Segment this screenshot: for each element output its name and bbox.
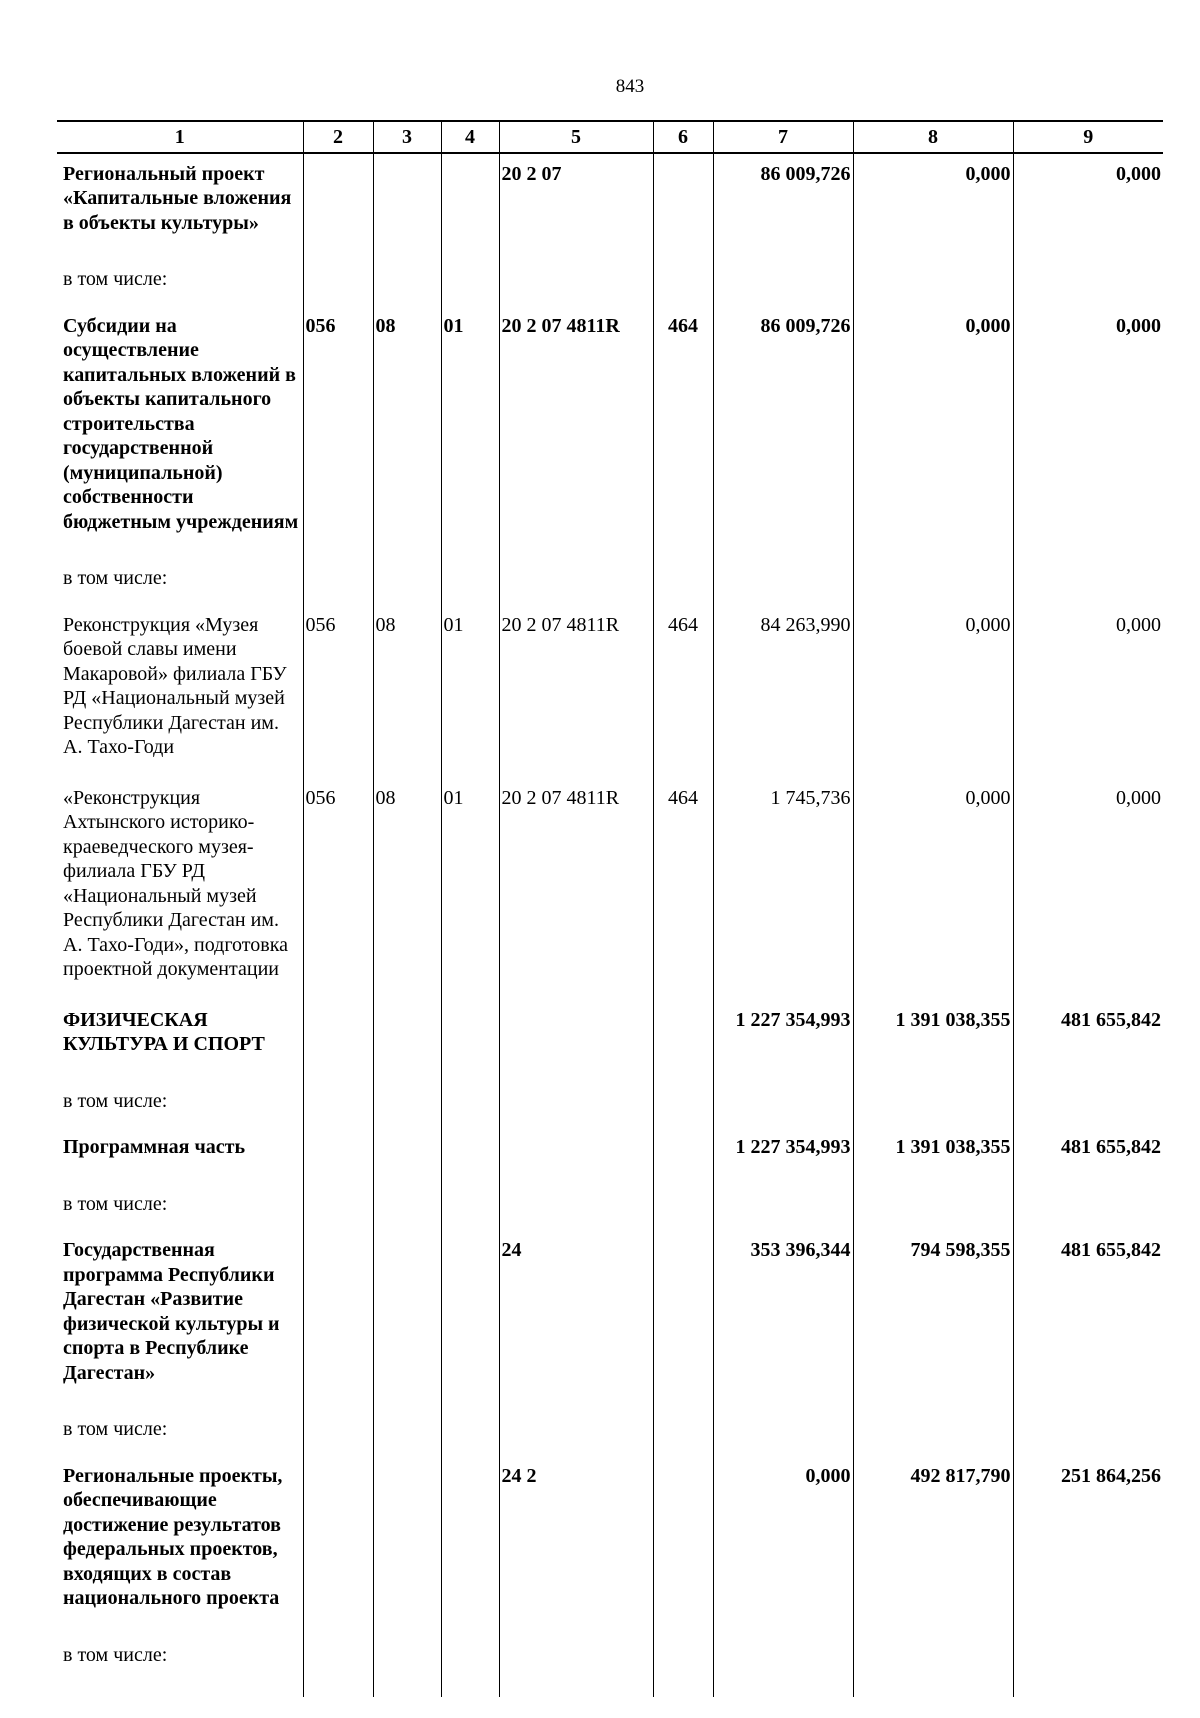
cell-col-9 — [1013, 1178, 1163, 1231]
cell-col-6 — [653, 1127, 713, 1178]
table-row — [57, 1000, 1163, 1075]
column-header-9: 9 — [1013, 121, 1163, 153]
cell-col-9: 481 655,842 — [1013, 1230, 1163, 1403]
cell-col-1: Региональный проект «Капитальные вложения в объекты культуры» — [63, 162, 292, 234]
cell-col-8: 492 817,790 — [853, 1456, 1013, 1629]
cell-col-2 — [303, 1178, 373, 1231]
cell-col-3: 08 — [373, 778, 441, 1000]
cell-col-6 — [653, 1456, 713, 1629]
page-number: 843 — [615, 76, 645, 97]
column-header-1: 1 — [57, 121, 303, 153]
cell-col-1: в том числе: — [63, 1089, 168, 1112]
cell-col-1: Субсидии на осуществление капитальных вложений в объекты капитального строительства государственной (муниципальной) собственности бюджетным учреждениям — [63, 314, 299, 533]
cell-col-7: 0,000 — [713, 1456, 853, 1629]
cell-col-3 — [373, 1178, 441, 1231]
cell-col-8 — [853, 253, 1013, 306]
table-header — [57, 121, 1163, 153]
cell-col-2 — [303, 1000, 373, 1075]
cell-col-5: 24 2 — [499, 1456, 653, 1629]
header-row — [57, 121, 1163, 153]
cell-col-8 — [853, 1075, 1013, 1128]
cell-col-1: в том числе: — [63, 1643, 168, 1666]
cell-col-4 — [441, 1629, 499, 1697]
cell-col-8: 0,000 — [853, 306, 1013, 553]
cell-col-2 — [303, 153, 373, 254]
cell-col-4: 01 — [441, 306, 499, 553]
cell-col-2: 056 — [303, 605, 373, 778]
budget-table — [57, 120, 1163, 1697]
cell-col-4 — [441, 1075, 499, 1128]
cell-col-5: 24 — [499, 1230, 653, 1403]
table-row — [57, 1456, 1163, 1629]
cell-col-7: 353 396,344 — [713, 1230, 853, 1403]
cell-col-8: 0,000 — [853, 778, 1013, 1000]
cell-col-1: ФИЗИЧЕСКАЯ КУЛЬТУРА И СПОРТ — [63, 1008, 265, 1055]
cell-col-4 — [441, 1403, 499, 1456]
cell-col-9: 0,000 — [1013, 605, 1163, 778]
column-header-8: 8 — [853, 121, 1013, 153]
cell-col-4 — [441, 253, 499, 306]
cell-col-2 — [303, 1230, 373, 1403]
cell-col-1: Государственная программа Республики Дагестан «Развитие физической культуры и спорта в Республике Дагестан» — [63, 1239, 280, 1384]
cell-col-7: 86 009,726 — [713, 306, 853, 553]
table-body — [57, 153, 1163, 1697]
subtotal-note-row — [57, 1075, 1163, 1128]
cell-col-8: 1 391 038,355 — [853, 1127, 1013, 1178]
cell-col-2 — [303, 1456, 373, 1629]
cell-col-6: 464 — [653, 778, 713, 1000]
table-row — [57, 1127, 1163, 1178]
cell-col-6: 464 — [653, 306, 713, 553]
cell-col-5 — [499, 1127, 653, 1178]
cell-col-6 — [653, 1629, 713, 1697]
cell-col-5 — [499, 1075, 653, 1128]
cell-col-9 — [1013, 1403, 1163, 1456]
cell-col-3 — [373, 1127, 441, 1178]
cell-col-8: 0,000 — [853, 153, 1013, 254]
cell-col-5: 20 2 07 4811R — [499, 778, 653, 1000]
cell-col-4: 01 — [441, 778, 499, 1000]
cell-col-1: Региональные проекты, обеспечивающие достижение результатов федеральных проектов, входящих в состав национального проекта — [63, 1464, 283, 1609]
cell-col-5 — [499, 1629, 653, 1697]
cell-col-4 — [441, 1000, 499, 1075]
cell-col-5 — [499, 1000, 653, 1075]
table-row — [57, 605, 1163, 778]
cell-col-2 — [303, 253, 373, 306]
cell-col-3: 08 — [373, 605, 441, 778]
cell-col-5 — [499, 1403, 653, 1456]
subtotal-note-row — [57, 1178, 1163, 1231]
cell-col-9 — [1013, 253, 1163, 306]
cell-col-1: Реконструкция «Музея боевой славы имени Макаровой» филиала ГБУ РД «Национальный музей Республики Дагестан им. А. Тахо-Годи — [63, 613, 287, 758]
cell-col-8: 0,000 — [853, 605, 1013, 778]
column-header-3: 3 — [373, 121, 441, 153]
cell-col-5: 20 2 07 4811R — [499, 605, 653, 778]
cell-col-4 — [441, 1456, 499, 1629]
cell-col-7 — [713, 1178, 853, 1231]
cell-col-5 — [499, 1178, 653, 1231]
cell-col-9: 481 655,842 — [1013, 1000, 1163, 1075]
cell-col-3: 08 — [373, 306, 441, 553]
table-row — [57, 1230, 1163, 1403]
cell-col-7 — [713, 1629, 853, 1697]
cell-col-9: 481 655,842 — [1013, 1127, 1163, 1178]
column-header-6: 6 — [653, 121, 713, 153]
cell-col-8 — [853, 552, 1013, 605]
cell-col-3 — [373, 253, 441, 306]
cell-col-3 — [373, 552, 441, 605]
cell-col-8: 794 598,355 — [853, 1230, 1013, 1403]
cell-col-7: 1 227 354,993 — [713, 1127, 853, 1178]
cell-col-4 — [441, 552, 499, 605]
cell-col-7 — [713, 1403, 853, 1456]
cell-col-3 — [373, 1403, 441, 1456]
cell-col-1: Программная часть — [63, 1136, 246, 1158]
cell-col-7 — [713, 1075, 853, 1128]
table-row — [57, 306, 1163, 553]
cell-col-2 — [303, 1075, 373, 1128]
column-header-7: 7 — [713, 121, 853, 153]
cell-col-9 — [1013, 1075, 1163, 1128]
cell-col-2 — [303, 552, 373, 605]
cell-col-5: 20 2 07 4811R — [499, 306, 653, 553]
table-row — [57, 778, 1163, 1000]
cell-col-9 — [1013, 1629, 1163, 1697]
cell-col-6 — [653, 552, 713, 605]
cell-col-2 — [303, 1629, 373, 1697]
cell-col-4 — [441, 153, 499, 254]
cell-col-4 — [441, 1127, 499, 1178]
subtotal-note-row — [57, 552, 1163, 605]
cell-col-6: 464 — [653, 605, 713, 778]
cell-col-1: в том числе: — [63, 1418, 168, 1440]
cell-col-1: в том числе: — [63, 1192, 168, 1215]
cell-col-5 — [499, 552, 653, 605]
cell-col-7: 1 745,736 — [713, 778, 853, 1000]
cell-col-9: 0,000 — [1013, 153, 1163, 254]
cell-col-2 — [303, 1403, 373, 1456]
cell-col-1: «Реконструкция Ахтынского историко-краеведческого музея-филиала ГБУ РД «Национальный музей Республики Дагестан им. А. Тахо-Годи», подготовка проектной документации — [63, 786, 288, 980]
cell-col-9: 0,000 — [1013, 778, 1163, 1000]
column-header-4: 4 — [441, 121, 499, 153]
cell-col-6 — [653, 1000, 713, 1075]
cell-col-8: 1 391 038,355 — [853, 1000, 1013, 1075]
cell-col-4: 01 — [441, 605, 499, 778]
cell-col-5: 20 2 07 — [499, 153, 653, 254]
cell-col-1: в том числе: — [63, 268, 168, 290]
cell-col-3 — [373, 1456, 441, 1629]
cell-col-3 — [373, 1230, 441, 1403]
cell-col-6 — [653, 1403, 713, 1456]
cell-col-4 — [441, 1178, 499, 1231]
cell-col-6 — [653, 1230, 713, 1403]
cell-col-3 — [373, 153, 441, 254]
cell-col-7: 86 009,726 — [713, 153, 853, 254]
cell-col-8 — [853, 1403, 1013, 1456]
cell-col-9: 251 864,256 — [1013, 1456, 1163, 1629]
subtotal-note-row — [57, 253, 1163, 306]
cell-col-1: в том числе: — [63, 567, 168, 589]
subtotal-note-row — [57, 1629, 1163, 1697]
cell-col-2: 056 — [303, 306, 373, 553]
cell-col-8 — [853, 1629, 1013, 1697]
cell-col-7 — [713, 552, 853, 605]
cell-col-2 — [303, 1127, 373, 1178]
cell-col-7: 1 227 354,993 — [713, 1000, 853, 1075]
table-row — [57, 153, 1163, 254]
column-header-5: 5 — [499, 121, 653, 153]
cell-col-9 — [1013, 552, 1163, 605]
subtotal-note-row — [57, 1403, 1163, 1456]
cell-col-8 — [853, 1178, 1013, 1231]
cell-col-9: 0,000 — [1013, 306, 1163, 553]
cell-col-6 — [653, 1075, 713, 1128]
cell-col-2: 056 — [303, 778, 373, 1000]
cell-col-6 — [653, 153, 713, 254]
cell-col-3 — [373, 1000, 441, 1075]
cell-col-3 — [373, 1629, 441, 1697]
cell-col-6 — [653, 253, 713, 306]
column-header-2: 2 — [303, 121, 373, 153]
cell-col-6 — [653, 1178, 713, 1231]
cell-col-4 — [441, 1230, 499, 1403]
cell-col-5 — [499, 253, 653, 306]
cell-col-7: 84 263,990 — [713, 605, 853, 778]
cell-col-7 — [713, 253, 853, 306]
cell-col-3 — [373, 1075, 441, 1128]
